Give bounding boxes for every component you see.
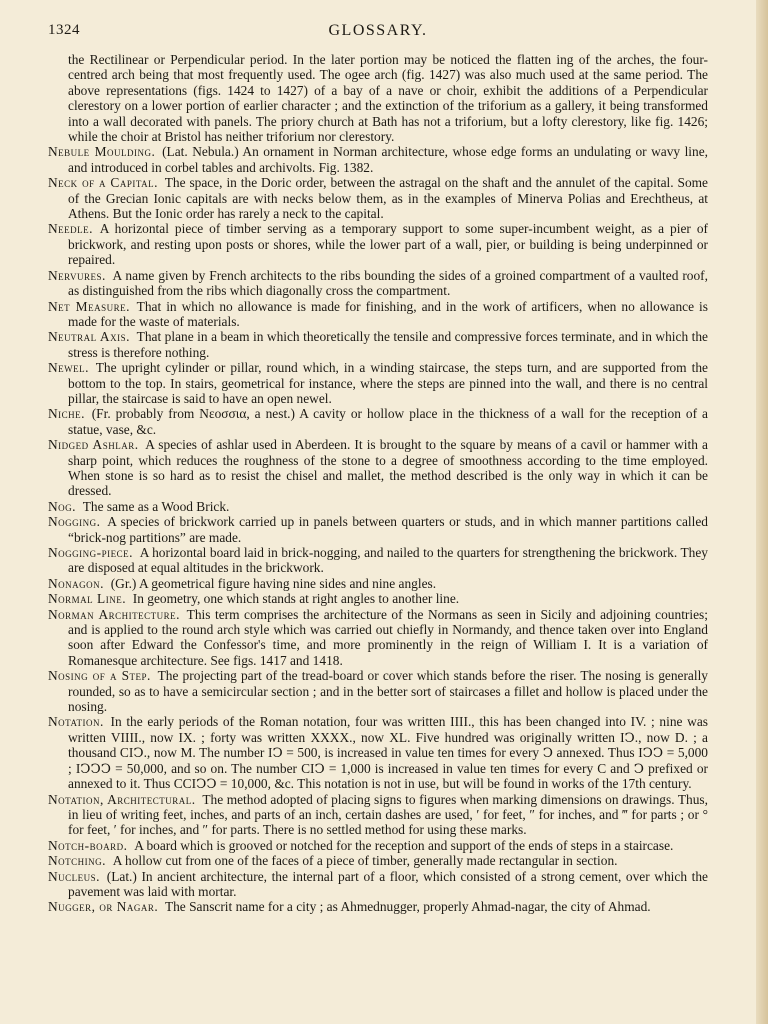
glossary-entry: [48, 514, 708, 545]
entry-definition: (Lat. Nebula.) An ornament in Norman architecture, whose edge forms an undulating or wavy line, and introduced in corbel tables and archivolts. Fig. 1382.: [68, 144, 708, 175]
entry-definition: That plane in a beam in which theoretically the tensile and compressive forces terminate, and in which the stress is therefore nothing.: [68, 329, 708, 360]
glossary-entry: [48, 869, 708, 900]
entry-definition: (Gr.) A geometrical figure having nine sides and nine angles.: [110, 575, 437, 591]
glossary-entry: [48, 499, 708, 514]
entry-definition: The upright cylinder or pillar, round which, in a winding staircase, the steps turn, and are supported from the bottom to the top. In stairs, geometrical for instance, where the steps are pinned into the wall, and there is no central pillar, the staircase is said to have an open newel.: [68, 360, 708, 406]
glossary-entry: [48, 714, 708, 791]
glossary-entry: [48, 360, 708, 406]
continuation-paragraph: the Rectilinear or Perpendicular period. In the later portion may be noticed the flatten ing of the arches, the four-centred arch being that most frequently used. The ogee arch (fig. 1427) was also much used at the same period. The above representations (figs. 1424 to 1427) of a bay of a nave or choir, exhibit the additions of a Perpendicular clerestory on a lower portion of earlier character ; and the extinction of the triforium as a gallery, it being transformed into a wall decorated with panels. The priory church at Bath has not a triforium, but a lofty clerestory, like fig. 1426; while the choir at Bristol has neither triforium nor clerestory.: [68, 52, 708, 145]
entry-term: Normal Line.: [48, 591, 127, 607]
entry-term: Nebule Moulding.: [48, 144, 156, 160]
entry-definition: The space, in the Doric order, between the astragal on the shaft and the annulet of the capital. Some of the Grecian Ionic capitals are with necks below them, as in the examples of Minerva Polias and Erechtheus, at Athens. But the Ionic order has rarely a neck to the capital.: [68, 175, 709, 222]
glossary-entry: [48, 329, 708, 360]
entry-term: Nonagon.: [48, 575, 105, 591]
glossary-entry: [48, 268, 708, 299]
entry-definition: In geometry, one which stands at right angles to another line.: [132, 591, 460, 607]
entry-definition: A board which is grooved or notched for the reception and support of the ends of steps in a staircase.: [134, 837, 674, 853]
glossary-entry: [48, 299, 708, 330]
glossary-entry: [48, 838, 708, 853]
entry-term: Neck of a Capital.: [48, 175, 158, 191]
entry-term: Nidged Ashlar.: [48, 437, 139, 453]
entry-term: Neutral Axis.: [48, 329, 130, 345]
entry-definition: That in which no allowance is made for finishing, and in the work of artificers, when no allowance is made for the waste of materials.: [68, 298, 708, 329]
glossary-entry: [48, 437, 708, 499]
page-number: 1324: [48, 22, 80, 38]
page-edge: [756, 0, 768, 1024]
page-header: [48, 22, 708, 42]
entry-term: Needle.: [48, 221, 94, 237]
entry-definition: A name given by French architects to the ribs bounding the sides of a groined compartment of a vaulted roof, as distinguished from the ribs which diagonally cross the compartment.: [68, 267, 708, 299]
glossary-entry: [48, 545, 708, 576]
entry-term: Notation.: [48, 714, 104, 730]
entry-definition: A hollow cut from one of the faces of a piece of timber, generally made rectangular in section.: [112, 853, 618, 869]
entry-definition: A species of brickwork carried up in panels between quarters or studs, and in which manner partitions called “brick-nog partitions” are made.: [68, 514, 708, 545]
entry-term: Nogging-piece.: [48, 545, 133, 560]
entry-term: Notch-board.: [48, 837, 128, 853]
entry-definition: The method adopted of placing signs to figures when marking dimensions on drawings. Thus, in lieu of writing feet, inches, and parts of an inch, certain dashes are used, ′ for feet, ″ for inches, and ‴ for parts ; or ° for feet, ′ for inches, and ″ for parts. There is no settled method for using these marks.: [68, 791, 708, 838]
entry-term: Nervures.: [48, 267, 106, 283]
glossary-entry: [48, 591, 708, 606]
glossary-entry: [48, 144, 708, 175]
entry-definition: A horizontal board laid in brick-nogging, and nailed to the quarters for strengthening the brickwork. They are disposed at equal altitudes in the brickwork.: [68, 545, 708, 576]
running-title: GLOSSARY.: [328, 22, 428, 39]
entry-definition: The Sanscrit name for a city ; as Ahmednugger, properly Ahmad-nagar, the city of Ahmad.: [164, 899, 651, 915]
entry-term: Nugger, or Nagar.: [48, 899, 159, 915]
entry-definition: (Fr. probably from Νεοσσια, a nest.) A cavity or hollow place in the thickness of a wall for the reception of a statue, vase, &c.: [68, 406, 708, 437]
entry-term: Net Measure.: [48, 298, 130, 314]
entry-term: Nogging.: [48, 514, 101, 530]
entry-term: Nucleus.: [48, 868, 101, 884]
entry-term: Notation, Architectural.: [48, 791, 196, 807]
glossary-entry: [48, 175, 708, 221]
glossary-entry: [48, 853, 708, 868]
entry-term: Nosing of a Step.: [48, 668, 151, 684]
entry-definition: A species of ashlar used in Aberdeen. It is brought to the square by means of a cavil or hammer with a sharp point, which reduces the roughness of the stone to a degree of smoothness according to the time employed. When stone is so hard as to resist the chisel and mallet, the method described is the only way in which it can be dressed.: [68, 437, 708, 499]
entry-term: Norman Architecture.: [48, 606, 180, 622]
entry-definition: The same as a Wood Brick.: [82, 498, 230, 514]
glossary-entry: [48, 607, 708, 669]
entry-term: Niche.: [48, 406, 86, 422]
entry-definition: (Lat.) In ancient architecture, the internal part of a floor, which consisted of a strong cement, over which the pavement was laid with mortar.: [68, 868, 708, 899]
entry-term: Notching.: [48, 853, 107, 869]
glossary-body: [48, 52, 708, 915]
glossary-entry: [48, 668, 708, 714]
entry-term: Newel.: [48, 360, 90, 376]
entry-definition: In the early periods of the Roman notation, four was written IIII., this has been changed into IV. ; nine was written VIIII., now IX. ; forty was written XXXX., now XL. Five hundred was originally written IↃ., now D. ; a thousand CIↃ., now M. The number IↃ = 500, is increased in value ten times for every Ↄ annexed. Thus IↃↃ = 5,000 ; IↃↃↃ = 50,000, and so on. The number CIↃ = 1,000 is increased in value ten times for every C and Ↄ prefixed or annexed to it. Thus CCIↃↃ = 10,000, &c. This notation is not in use, but will be found in works of the 17th century.: [68, 714, 708, 792]
glossary-entries: [48, 144, 708, 914]
entry-term: Nog.: [48, 498, 77, 514]
entry-definition: A horizontal piece of timber serving as a temporary support to some super-incumbent weight, as a pier of brickwork, and resting upon posts or shores, while the lower part of a wall, pier, or building is being underpinned or repaired.: [68, 221, 708, 268]
glossary-entry: [48, 899, 708, 914]
glossary-entry: [48, 221, 708, 267]
entry-definition: This term comprises the architecture of the Normans as seen in Sicily and adjoining countries; and is applied to the round arch style which was carried out chiefly in Normandy, and thence taken over into England soon after Edward the Confessor's time, and more prominently in the reign of William I. It is a variation of Romanesque architecture. See figs. 1417 and 1418.: [68, 606, 708, 668]
entry-definition: The projecting part of the tread-board or cover which stands before the riser. The nosing is generally rounded, so as to have a semicircular section ; and in the better sort of staircases a fillet and hollow is placed under the nosing.: [68, 668, 709, 715]
glossary-entry: [48, 792, 708, 838]
glossary-entry: [48, 576, 708, 591]
glossary-entry: [48, 406, 708, 437]
